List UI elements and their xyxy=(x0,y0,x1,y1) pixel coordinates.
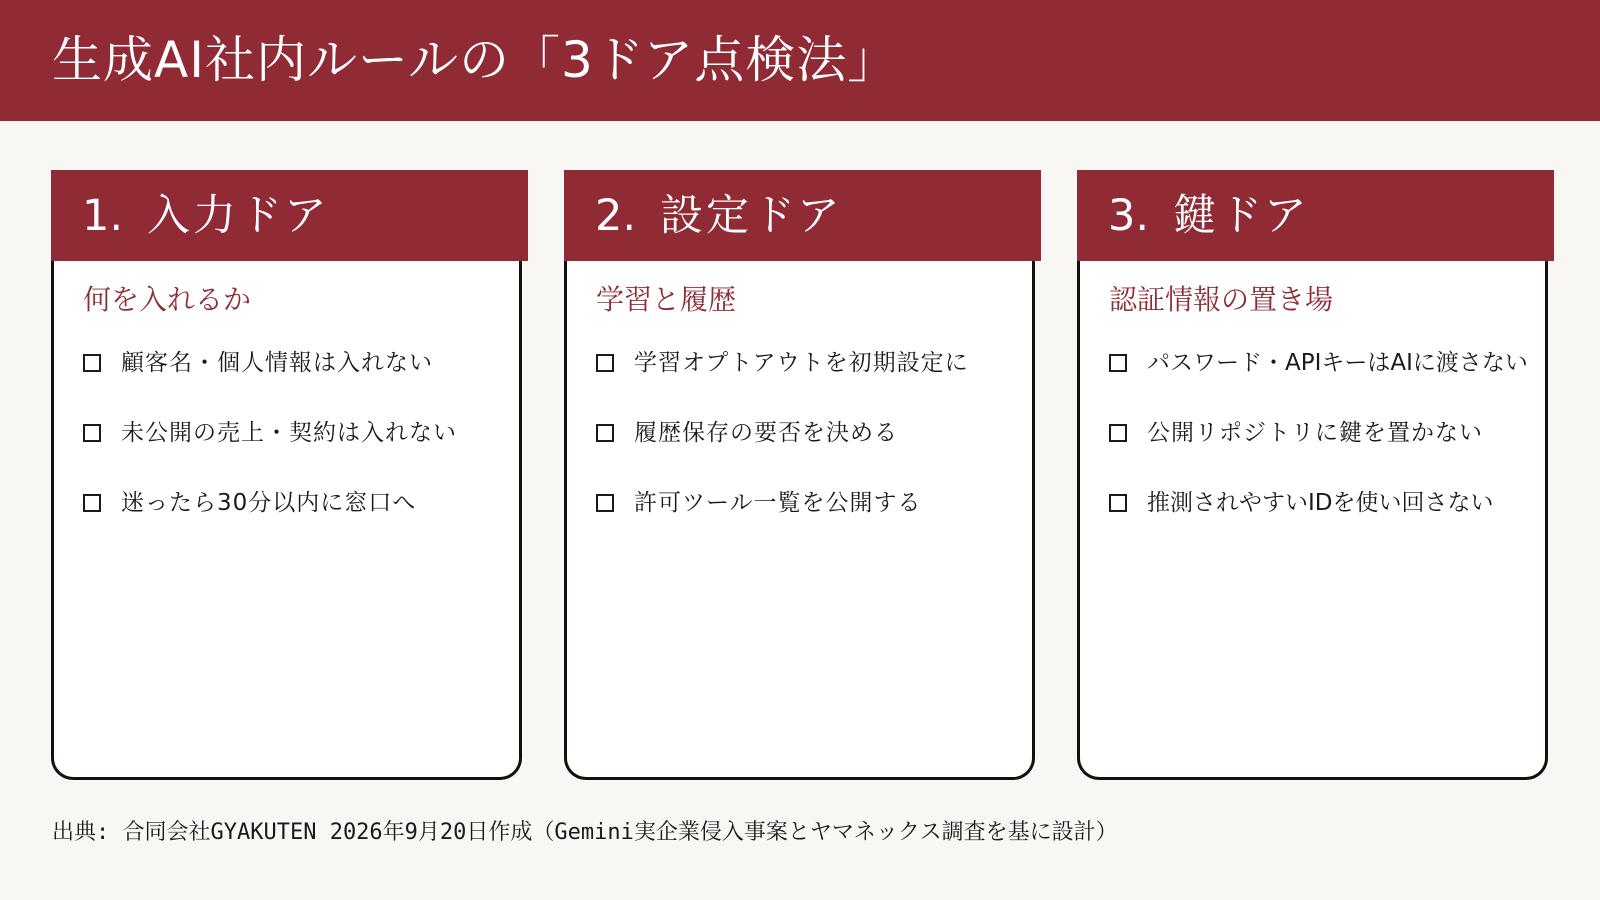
checklist-item-text: 未公開の売上・契約は入れない xyxy=(121,420,457,446)
card-number: 1. xyxy=(82,191,124,241)
checkbox[interactable] xyxy=(596,424,614,442)
checkbox[interactable] xyxy=(596,494,614,512)
card-subtitle: 認証情報の置き場 xyxy=(1109,283,1334,316)
checkbox[interactable] xyxy=(596,354,614,372)
checkbox[interactable] xyxy=(83,424,101,442)
checklist-item-text: 迷ったら30分以内に窓口へ xyxy=(121,490,417,516)
card-title: 鍵ドア xyxy=(1173,191,1310,241)
card-number: 3. xyxy=(1108,191,1150,241)
card-subtitle: 何を入れるか xyxy=(83,283,252,316)
checklist-item xyxy=(1109,485,1494,521)
card-title: 入力ドア xyxy=(147,191,330,241)
checkbox[interactable] xyxy=(83,494,101,512)
card-number: 2. xyxy=(595,191,637,241)
checklist-item-text: パスワード・APIキーはAIに渡さない xyxy=(1147,350,1528,376)
card-header xyxy=(1077,170,1554,261)
card-subtitle: 学習と履歴 xyxy=(596,283,737,316)
checklist-item-text: 顧客名・個人情報は入れない xyxy=(121,350,433,376)
checklist-item xyxy=(1109,415,1483,451)
checklist-item-text: 推測されやすいIDを使い回さない xyxy=(1147,490,1494,516)
card-title: 設定ドア xyxy=(660,191,843,241)
card-input-door xyxy=(51,170,522,780)
checklist-item xyxy=(596,345,969,381)
source-note: 出典: 合同会社GYAKUTEN 2026年9月20日作成（Gemini実企業侵入事案とヤマネックス調査を基に設計） xyxy=(52,820,1118,845)
card-header xyxy=(51,170,528,261)
page-title: 生成AI社内ルールの「3ドア点検法」 xyxy=(52,31,899,89)
checklist-item-text: 履歴保存の要否を決める xyxy=(634,420,898,446)
checkbox[interactable] xyxy=(1109,494,1127,512)
card-key-door xyxy=(1077,170,1548,780)
checklist-item xyxy=(83,415,457,451)
checklist-item xyxy=(1109,345,1528,381)
checklist-item xyxy=(83,485,416,521)
card-settings-door xyxy=(564,170,1035,780)
checklist-item-text: 学習オプトアウトを初期設定に xyxy=(634,350,969,376)
checkbox[interactable] xyxy=(1109,354,1127,372)
checklist-item xyxy=(596,485,922,521)
card-header xyxy=(564,170,1041,261)
checkbox[interactable] xyxy=(83,354,101,372)
title-banner xyxy=(0,0,1600,121)
checklist-item xyxy=(83,345,433,381)
checklist-item xyxy=(596,415,898,451)
checkbox[interactable] xyxy=(1109,424,1127,442)
checklist-item-text: 公開リポジトリに鍵を置かない xyxy=(1147,420,1483,446)
checklist-item-text: 許可ツール一覧を公開する xyxy=(634,490,922,516)
